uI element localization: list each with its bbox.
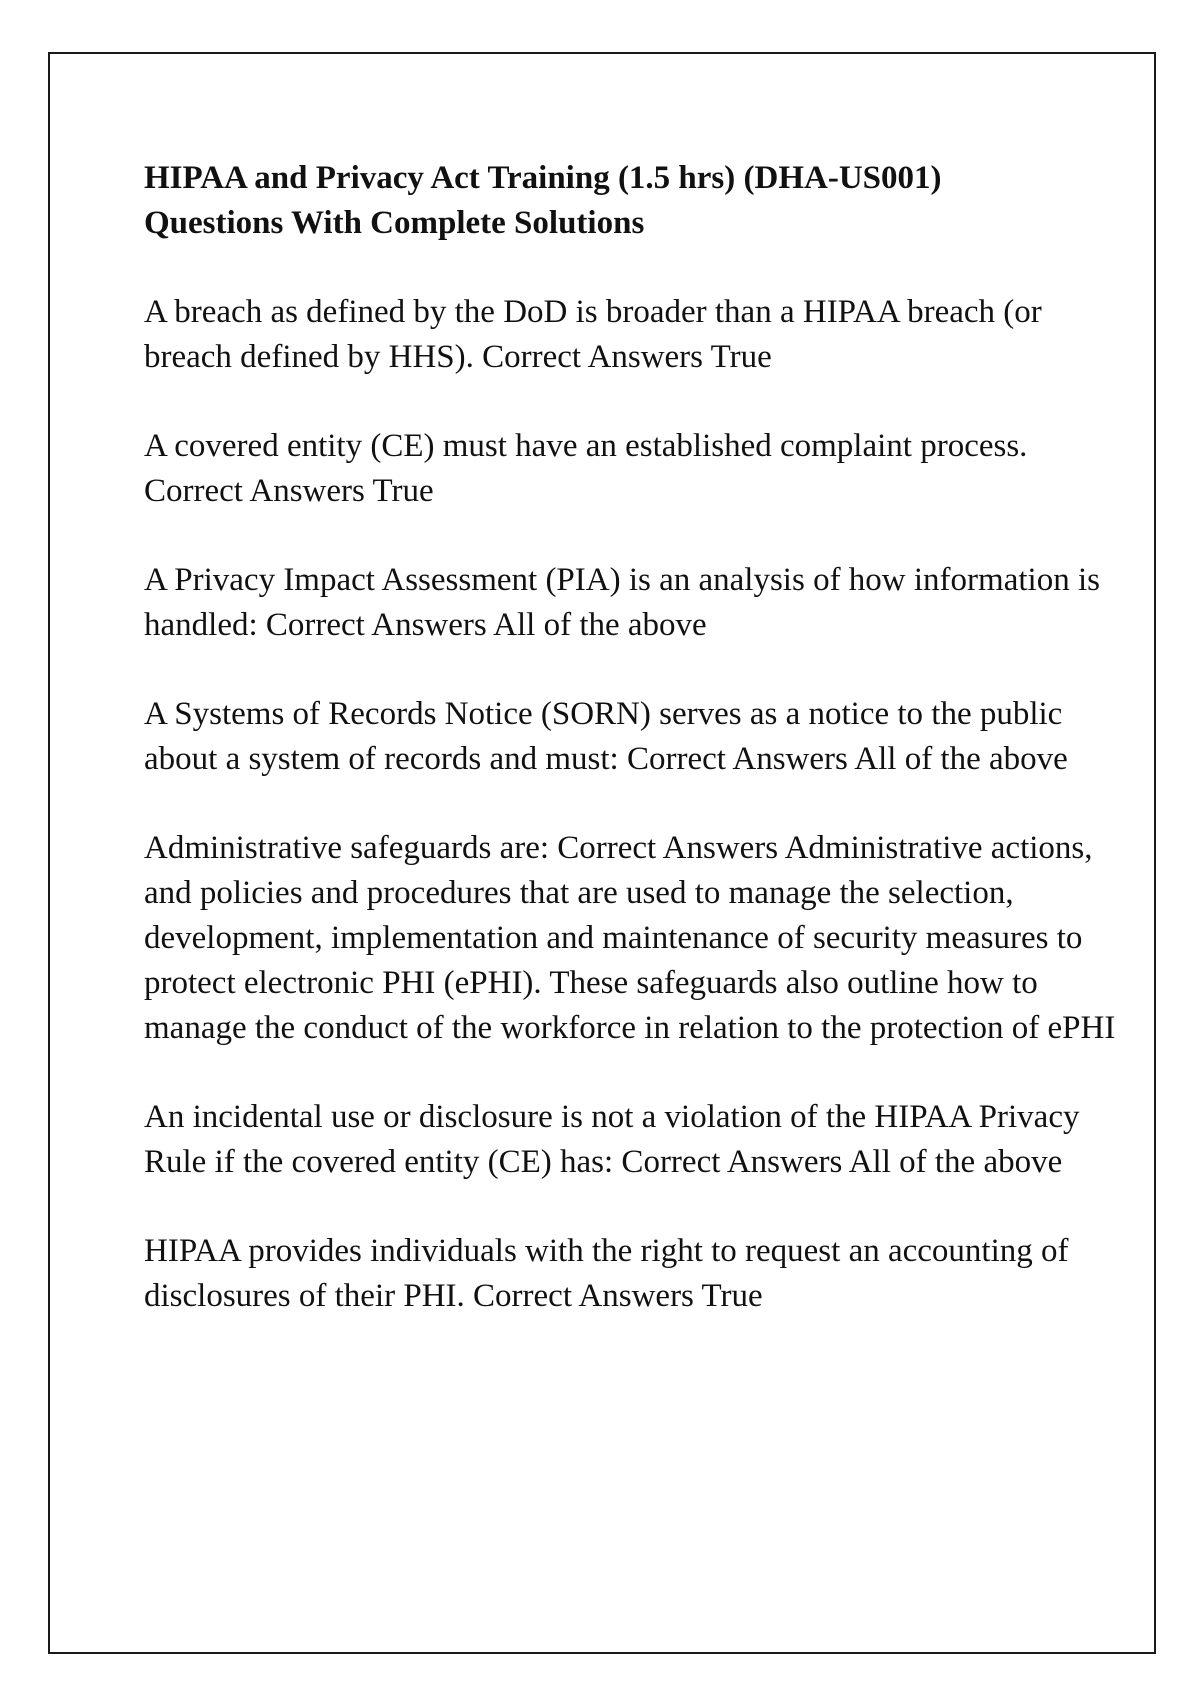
qa-item-2: A covered entity (CE) must have an established complaint process. Correct Answers True xyxy=(144,428,1028,509)
qa-item-3: A Privacy Impact Assessment (PIA) is an analysis of how information is handled: Correct Answers All of the above xyxy=(144,562,1100,643)
qa-item-6: An incidental use or disclosure is not a violation of the HIPAA Privacy Rule if the covered entity (CE) has: Correct Answers All of the above xyxy=(144,1099,1080,1180)
document-page xyxy=(48,52,1156,1654)
qa-item-4: A Systems of Records Notice (SORN) serves as a notice to the public about a system of records and must: Correct Answers All of the above xyxy=(144,696,1068,777)
qa-item-5: Administrative safeguards are: Correct Answers Administrative actions, and policies and procedures that are used to manage the selection, development, implementation and maintenance of security measures to protect electronic PHI (ePHI). These safeguards also outline how to manage the conduct of the workforce in relation to the protection of ePHI xyxy=(144,830,1116,1046)
document-title: HIPAA and Privacy Act Training (1.5 hrs) (DHA-US001) Questions With Complete Solutions xyxy=(144,160,942,241)
qa-item-1: A breach as defined by the DoD is broader than a HIPAA breach (or breach defined by HHS). Correct Answers True xyxy=(144,294,1042,375)
document-body xyxy=(144,156,1124,1363)
qa-item-7: HIPAA provides individuals with the right to request an accounting of disclosures of their PHI. Correct Answers True xyxy=(144,1233,1069,1314)
